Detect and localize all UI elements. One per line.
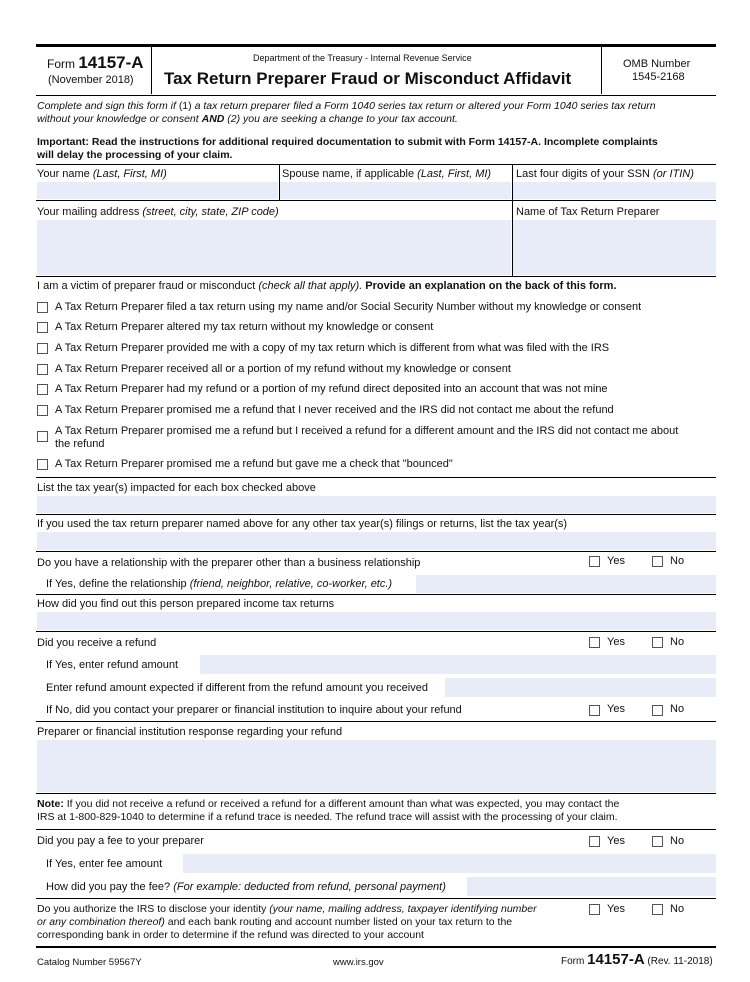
fee-top-rule (36, 829, 716, 830)
victim-checkbox-8[interactable] (37, 459, 48, 470)
name-field[interactable] (37, 182, 278, 199)
victim-item-7: A Tax Return Preparer promised me a refund but I received a refund for a different amount and the IRS did not contact me about (55, 425, 679, 437)
note-top-rule (36, 793, 716, 794)
refund-expected-field[interactable] (445, 678, 716, 697)
catalog-number: Catalog Number 59567Y (37, 957, 142, 968)
note-line-1: Note: If you did not receive a refund or received a refund for a different amount than what was expected, you may contact the (37, 798, 620, 810)
authorize-yes-checkbox[interactable] (589, 904, 600, 915)
other-years-label: If you used the tax return preparer named above for any other tax year(s) filings or returns, list the tax year(s) (37, 518, 568, 530)
note-line-2: IRS at 1-800-829-1040 to determine if a refund trace is needed. The refund trace will assist with the processing of your claim. (37, 811, 618, 823)
refund-no-label: No (670, 636, 685, 648)
address-label: Your mailing address (street, city, state, ZIP code) (37, 206, 279, 218)
authorize-line-1: Do you authorize the IRS to disclose your identity (your name, mailing address, taxpayer identifying number (37, 903, 537, 915)
refund-yes-label: Yes (607, 636, 625, 648)
important-notice-2: will delay the processing of your claim. (37, 149, 233, 161)
victim-item-1: A Tax Return Preparer filed a tax return using my name and/or Social Security Number without my knowledge or consent (55, 301, 642, 313)
response-label: Preparer or financial institution response regarding your refund (37, 726, 343, 738)
preparer-name-label: Name of Tax Return Preparer (516, 206, 660, 218)
relationship-yes-checkbox[interactable] (589, 556, 600, 567)
other-years-field[interactable] (37, 532, 716, 550)
fee-yes-checkbox[interactable] (589, 836, 600, 847)
fee-how-label: How did you pay the fee? (For example: deducted from refund, personal payment) (46, 881, 446, 893)
refund-contact-yes-checkbox[interactable] (589, 705, 600, 716)
important-notice-1: Important: Read the instructions for additional required documentation to submit with Form 14157-A. Incomplete complaints (37, 136, 658, 148)
ssn-field[interactable] (513, 182, 716, 199)
form-number-block: Form 14157-A (47, 53, 144, 72)
fee-amount-field[interactable] (183, 854, 716, 873)
footer-url: www.irs.gov (333, 957, 384, 968)
victim-item-4: A Tax Return Preparer received all or a portion of my refund without my knowledge or consent (55, 363, 511, 375)
other-years-top-rule (36, 514, 716, 515)
preparer-name-field[interactable] (513, 220, 716, 275)
refund-contact-no-checkbox[interactable] (652, 705, 663, 716)
refund-no-checkbox[interactable] (652, 637, 663, 648)
header-bottom-rule (36, 95, 716, 96)
authorize-no-label: No (670, 903, 685, 915)
authorize-top-rule (36, 898, 716, 899)
how-found-field[interactable] (37, 612, 716, 630)
victim-lead: I am a victim of preparer fraud or misconduct (check all that apply). Provide an explanation on the back of this form. (37, 280, 617, 292)
victim-checkbox-7[interactable] (37, 431, 48, 442)
address-field[interactable] (37, 220, 511, 275)
tax-years-field[interactable] (37, 496, 716, 513)
refund-amount-label: If Yes, enter refund amount (46, 659, 179, 671)
name-label: Your name (Last, First, MI) (37, 168, 167, 180)
authorize-yes-label: Yes (607, 903, 625, 915)
form-number: 14157-A (78, 53, 144, 72)
address-row-bottom-rule (36, 276, 716, 277)
omb-label: OMB Number (623, 58, 691, 70)
form-date: (November 2018) (48, 74, 134, 86)
victim-checkbox-3[interactable] (37, 343, 48, 354)
fee-question: Did you pay a fee to your preparer (37, 835, 204, 847)
form-title: Tax Return Preparer Fraud or Misconduct Affidavit (164, 69, 572, 88)
ssn-label: Last four digits of your SSN (or ITIN) (516, 168, 694, 180)
refund-contact-no-label: No (670, 703, 685, 715)
header-top-rule (36, 44, 716, 47)
victim-checkbox-2[interactable] (37, 322, 48, 333)
refund-expected-label: Enter refund amount expected if different from the refund amount you received (46, 682, 428, 694)
footer-rule (36, 946, 716, 948)
victim-checkbox-4[interactable] (37, 364, 48, 375)
victim-item-3: A Tax Return Preparer provided me with a copy of my tax return which is different from what was filed with the IRS (55, 342, 610, 354)
victim-item-8: A Tax Return Preparer promised me a refund but gave me a check that "bounced" (55, 458, 453, 470)
department-label: Department of the Treasury - Internal Revenue Service (253, 53, 472, 63)
fee-no-label: No (670, 835, 685, 847)
refund-contact-question: If No, did you contact your preparer or financial institution to inquire about your refund (46, 704, 462, 716)
victim-checkbox-5[interactable] (37, 384, 48, 395)
fee-no-checkbox[interactable] (652, 836, 663, 847)
how-found-label: How did you find out this person prepared income tax returns (37, 598, 335, 610)
response-top-rule (36, 721, 716, 722)
tax-years-top-rule (36, 477, 716, 478)
omb-number: 1545-2168 (632, 71, 685, 83)
relationship-define-field[interactable] (416, 575, 716, 593)
authorize-line-2: or any combination thereof) and each bank routing and account number listed on your tax return to the (37, 916, 513, 928)
fee-amount-label: If Yes, enter fee amount (46, 858, 163, 870)
how-found-top-rule (36, 594, 716, 595)
victim-checkbox-6[interactable] (37, 405, 48, 416)
relationship-no-checkbox[interactable] (652, 556, 663, 567)
refund-question: Did you receive a refund (37, 637, 157, 649)
header-divider-right (601, 46, 602, 94)
relationship-define-label: If Yes, define the relationship (friend, neighbor, relative, co-worker, etc.) (46, 578, 393, 590)
response-field[interactable] (37, 740, 716, 792)
footer-form-id: Form 14157-A (Rev. 11-2018) (561, 951, 713, 968)
relationship-top-rule (36, 551, 716, 552)
victim-item-5: A Tax Return Preparer had my refund or a portion of my refund direct deposited into an account that was not mine (55, 383, 608, 395)
fee-how-field[interactable] (467, 877, 716, 896)
intro-line-1: Complete and sign this form if (1) a tax return preparer filed a Form 1040 series tax return or altered your Form 1040 series tax return (37, 100, 656, 112)
authorize-line-3: corresponding bank in order to determine if the refund was directed to your account (37, 929, 424, 941)
authorize-no-checkbox[interactable] (652, 904, 663, 915)
refund-top-rule (36, 631, 716, 632)
tax-years-label: List the tax year(s) impacted for each box checked above (37, 482, 316, 494)
refund-amount-field[interactable] (200, 655, 716, 674)
victim-item-6: A Tax Return Preparer promised me a refund that I never received and the IRS did not contact me about the refund (55, 404, 614, 416)
name-row-top-rule (36, 164, 716, 165)
victim-item-7-cont: the refund (55, 438, 105, 450)
relationship-question: Do you have a relationship with the preparer other than a business relationship (37, 557, 421, 569)
relationship-yes-label: Yes (607, 555, 625, 567)
refund-contact-yes-label: Yes (607, 703, 625, 715)
refund-yes-checkbox[interactable] (589, 637, 600, 648)
intro-line-2: without your knowledge or consent AND (2) you are seeking a change to your tax account. (37, 113, 458, 125)
relationship-no-label: No (670, 555, 685, 567)
header-divider-left (151, 46, 152, 94)
address-row-top-rule (36, 200, 716, 201)
spouse-label: Spouse name, if applicable (Last, First, MI) (282, 168, 492, 180)
fee-yes-label: Yes (607, 835, 625, 847)
victim-item-2: A Tax Return Preparer altered my tax return without my knowledge or consent (55, 321, 434, 333)
spouse-name-field[interactable] (280, 182, 511, 199)
victim-checkbox-1[interactable] (37, 302, 48, 313)
